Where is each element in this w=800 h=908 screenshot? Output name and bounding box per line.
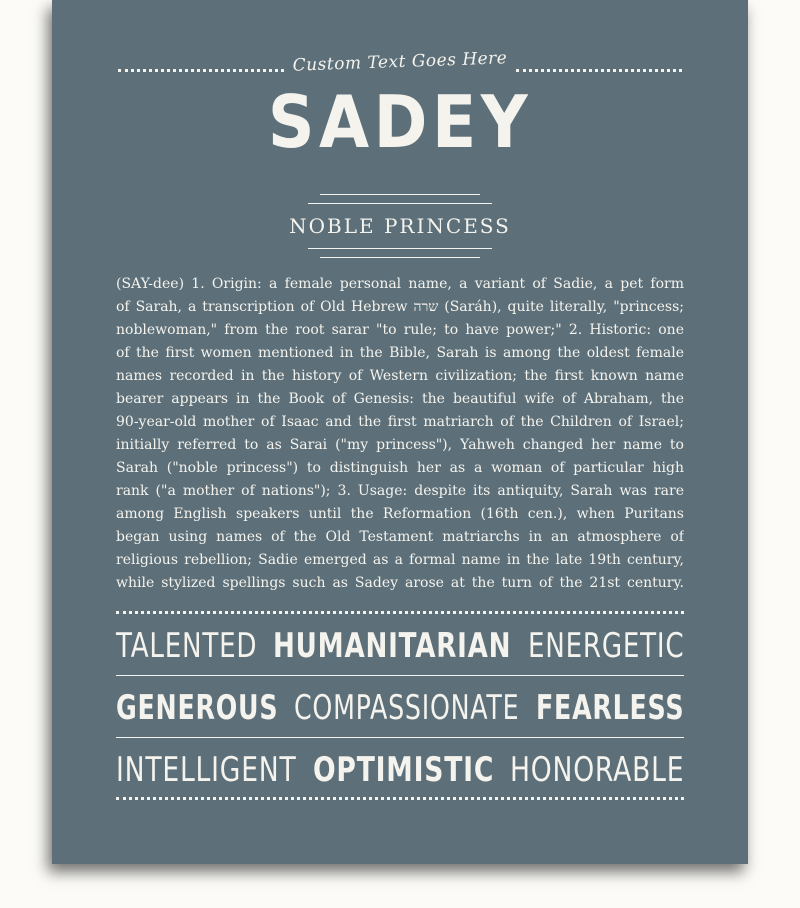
trait-word: ENERGETIC — [527, 626, 685, 666]
definition-line: 90-year-old mother of Isaac and the first matriarch of the Children of Israel; — [116, 414, 684, 430]
name-poster — [52, 0, 748, 864]
definition-line: Sarah ("noble princess") to distinguish her as a woman of particular high — [116, 460, 684, 476]
traits-dots-bottom — [116, 797, 684, 800]
trait-word: FEARLESS — [535, 688, 685, 728]
trait-word: INTELLIGENT — [116, 750, 297, 790]
name-underline-top — [320, 194, 480, 195]
trait-word: COMPASSIONATE — [294, 688, 520, 728]
header-dots-right — [516, 69, 682, 72]
traits-row-3 — [116, 746, 684, 794]
definition-line: among English speakers until the Reformation (16th cen.), when Puritans — [116, 506, 684, 522]
trait-word: TALENTED — [116, 626, 258, 666]
meaning-underline-bottom — [320, 257, 480, 258]
trait-word: HUMANITARIAN — [273, 626, 512, 666]
definition-line: while stylized spellings such as Sadey arose at the turn of the 21st century. — [116, 575, 684, 591]
meaning-underline-top — [308, 248, 492, 249]
name-title: SADEY — [267, 80, 533, 164]
definition-line: names recorded in the history of Western civilization; the first known name — [116, 368, 684, 384]
definition-line: noblewoman," from the root sarar "to rule; to have power;" 2. Historic: one — [116, 322, 684, 338]
traits-divider — [116, 737, 684, 738]
trait-word: HONORABLE — [509, 750, 684, 790]
definition-line: bearer appears in the Book of Genesis: the beautiful wife of Abraham, the — [116, 391, 684, 407]
traits-row-1 — [116, 622, 684, 670]
definition-line: began using names of the Old Testament matriarchs in an atmosphere of — [116, 529, 684, 545]
definition-line: religious rebellion; Sadie emerged as a formal name in the late 19th century, — [116, 552, 684, 568]
name-underline-bottom — [308, 203, 492, 204]
definition-line: of the first women mentioned in the Bible, Sarah is among the oldest female — [116, 345, 684, 361]
custom-text: Custom Text Goes Here — [292, 48, 508, 76]
definition-line: (SAY-dee) 1. Origin: a female personal name, a variant of Sadie, a pet form — [116, 276, 684, 292]
trait-word: OPTIMISTIC — [312, 750, 494, 790]
definition-line: rank ("a mother of nations"); 3. Usage: despite its antiquity, Sarah was rare — [116, 483, 684, 499]
name-meaning: NOBLE PRINCESS — [289, 214, 511, 238]
traits-divider — [116, 675, 684, 676]
definition-line: initially referred to as Sarai ("my princess"), Yahweh changed her name to — [116, 437, 684, 453]
name-definition — [116, 273, 684, 595]
traits-row-2 — [116, 684, 684, 732]
trait-word: GENEROUS — [116, 688, 279, 728]
traits-dots-top — [116, 611, 684, 614]
definition-line: of Sarah, a transcription of Old Hebrew שרה (Saráh), quite literally, "princess; — [116, 299, 684, 315]
